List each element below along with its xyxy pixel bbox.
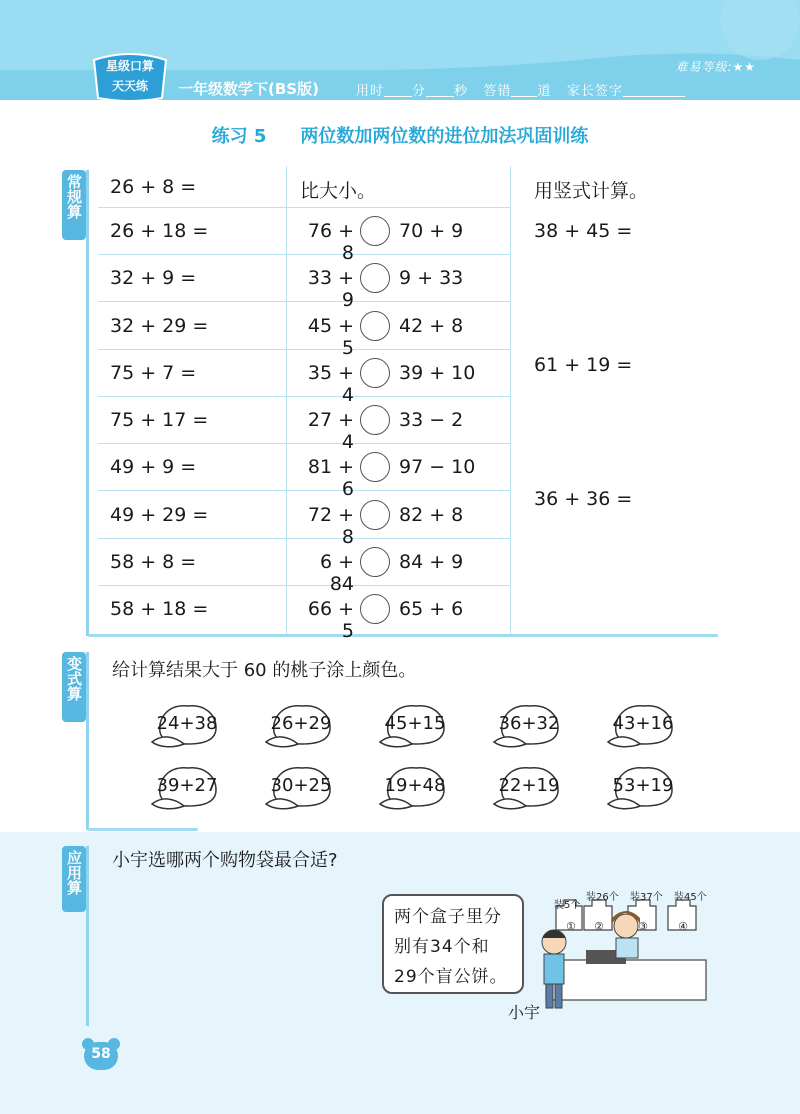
minutes-blank[interactable] — [384, 83, 412, 97]
logo-line-1: 星级口算 — [105, 59, 154, 73]
peach-label: 24+38 — [156, 713, 218, 734]
book-title: 一年级数学下(BS版) — [178, 80, 319, 98]
peach-item[interactable] — [148, 702, 226, 750]
minutes-label: 分 — [412, 84, 427, 99]
bag-label: 装45个 — [674, 892, 707, 903]
compare-answer-circle[interactable] — [360, 547, 390, 577]
logo-line-2: 天天练 — [111, 79, 148, 93]
routine-item: 32 + 9 = — [110, 267, 197, 289]
compare-answer-circle[interactable] — [360, 452, 390, 482]
peach-item[interactable] — [262, 764, 340, 812]
difficulty-level: 难易等级:★★ — [675, 60, 756, 74]
tab-variant — [62, 652, 86, 722]
wrong-unit-label: 道 — [537, 84, 552, 99]
routine-item: 26 + 8 = — [110, 176, 197, 198]
peach-item[interactable] — [604, 702, 682, 750]
peach-label: 45+15 — [384, 713, 446, 734]
compare-left: 76 + 8 — [307, 220, 354, 264]
peach-label: 39+27 — [156, 775, 218, 796]
compare-answer-circle[interactable] — [360, 311, 390, 341]
page-number-badge — [82, 1036, 122, 1072]
compare-left: 35 + 4 — [307, 362, 354, 406]
compare-right: 39 + 10 — [399, 362, 476, 384]
compare-title: 比大小。 — [300, 180, 377, 202]
peach-item[interactable] — [490, 764, 568, 812]
peach-item[interactable] — [262, 702, 340, 750]
compare-answer-circle[interactable] — [360, 358, 390, 388]
routine-item: 26 + 18 = — [110, 220, 209, 242]
bag-number: ① — [566, 920, 576, 933]
exercise-number: 练习 5 — [211, 126, 267, 147]
compare-left: 81 + 6 — [307, 456, 354, 500]
compare-right: 84 + 9 — [399, 551, 464, 573]
variant-instruction: 给计算结果大于 60 的桃子涂上颜色。 — [112, 660, 417, 681]
wrong-count-blank[interactable] — [511, 83, 537, 97]
tab-routine-label: 常规算 — [65, 174, 83, 219]
routine-item: 58 + 8 = — [110, 551, 197, 573]
tab-routine — [62, 170, 86, 240]
compare-answer-circle[interactable] — [360, 263, 390, 293]
peach-label: 36+32 — [498, 713, 560, 734]
vertical-calc-item: 36 + 36 = — [534, 488, 633, 510]
application-question: 小宇选哪两个购物袋最合适? — [112, 850, 338, 871]
shop-illustration — [526, 880, 726, 1020]
speech-line: 别有34个和 — [394, 937, 490, 957]
seconds-label: 秒 — [454, 84, 469, 99]
compare-right: 65 + 6 — [399, 598, 464, 620]
compare-answer-circle[interactable] — [360, 594, 390, 624]
compare-answer-circle[interactable] — [360, 500, 390, 530]
application-side-line — [86, 846, 89, 1026]
vertical-calc-title: 用竖式计算。 — [534, 180, 649, 202]
speech-line: 两个盒子里分 — [394, 907, 502, 927]
peach-label: 22+19 — [498, 775, 560, 796]
peach-label: 43+16 — [612, 713, 674, 734]
compare-answer-circle[interactable] — [360, 216, 390, 246]
bag-label: 装5个 — [554, 900, 581, 911]
routine-item: 75 + 7 = — [110, 362, 197, 384]
wrong-label: 答错 — [483, 84, 512, 99]
compare-right: 97 − 10 — [399, 456, 476, 478]
routine-item: 49 + 29 = — [110, 504, 209, 526]
peach-label: 26+29 — [270, 713, 332, 734]
compare-right: 70 + 9 — [399, 220, 464, 242]
column-divider — [286, 166, 287, 634]
parent-sign-blank[interactable] — [623, 83, 685, 97]
peach-label: 30+25 — [270, 775, 332, 796]
section-divider — [88, 828, 198, 831]
tab-application — [62, 846, 86, 912]
routine-side-line — [86, 170, 89, 636]
routine-item: 32 + 29 = — [110, 315, 209, 337]
compare-left: 27 + 4 — [307, 409, 354, 453]
tab-application-label: 应用算 — [65, 850, 83, 895]
compare-left: 33 + 9 — [307, 267, 354, 311]
bag-number: ② — [594, 920, 604, 933]
routine-item: 75 + 17 = — [110, 409, 209, 431]
page-number: 58 — [91, 1046, 111, 1062]
compare-left: 66 + 5 — [307, 598, 354, 642]
bag-label: 装26个 — [586, 892, 619, 903]
boy-name-label: 小宇 — [508, 1003, 541, 1022]
variant-side-line — [86, 652, 89, 830]
exercise-title: 两位数加两位数的进位加法巩固训练 — [300, 126, 589, 147]
peach-label: 53+19 — [612, 775, 674, 796]
seconds-blank[interactable] — [426, 83, 454, 97]
time-record-bar — [356, 80, 685, 99]
peach-item[interactable] — [376, 702, 454, 750]
bag-number: ③ — [638, 920, 648, 933]
row-divider — [98, 207, 510, 208]
section-divider — [88, 634, 718, 637]
routine-item: 58 + 18 = — [110, 598, 209, 620]
compare-left: 45 + 5 — [307, 315, 354, 359]
compare-right: 33 − 2 — [399, 409, 464, 431]
parent-sign-label: 家长签字 — [566, 84, 623, 99]
compare-left: 72 + 8 — [307, 504, 354, 548]
peach-item[interactable] — [376, 764, 454, 812]
time-label: 用时 — [356, 84, 385, 99]
bag-number: ④ — [678, 920, 688, 933]
compare-answer-circle[interactable] — [360, 405, 390, 435]
peach-item[interactable] — [490, 702, 568, 750]
vertical-calc-item: 61 + 19 = — [534, 354, 633, 376]
compare-right: 42 + 8 — [399, 315, 464, 337]
bag-label: 装37个 — [630, 892, 663, 903]
peach-item[interactable] — [148, 764, 226, 812]
peach-label: 19+48 — [384, 775, 446, 796]
peach-item[interactable] — [604, 764, 682, 812]
speech-bubble — [382, 894, 524, 994]
column-divider — [510, 166, 511, 634]
compare-right: 9 + 33 — [399, 267, 464, 289]
series-logo — [88, 50, 172, 104]
routine-item: 49 + 9 = — [110, 456, 197, 478]
compare-right: 82 + 8 — [399, 504, 464, 526]
page-title — [0, 122, 800, 148]
compare-left: 6 + 84 — [319, 551, 354, 595]
speech-line: 29个盲公饼。 — [394, 967, 508, 987]
vertical-calc-item: 38 + 45 = — [534, 220, 633, 242]
tab-variant-label: 变式算 — [65, 656, 83, 701]
